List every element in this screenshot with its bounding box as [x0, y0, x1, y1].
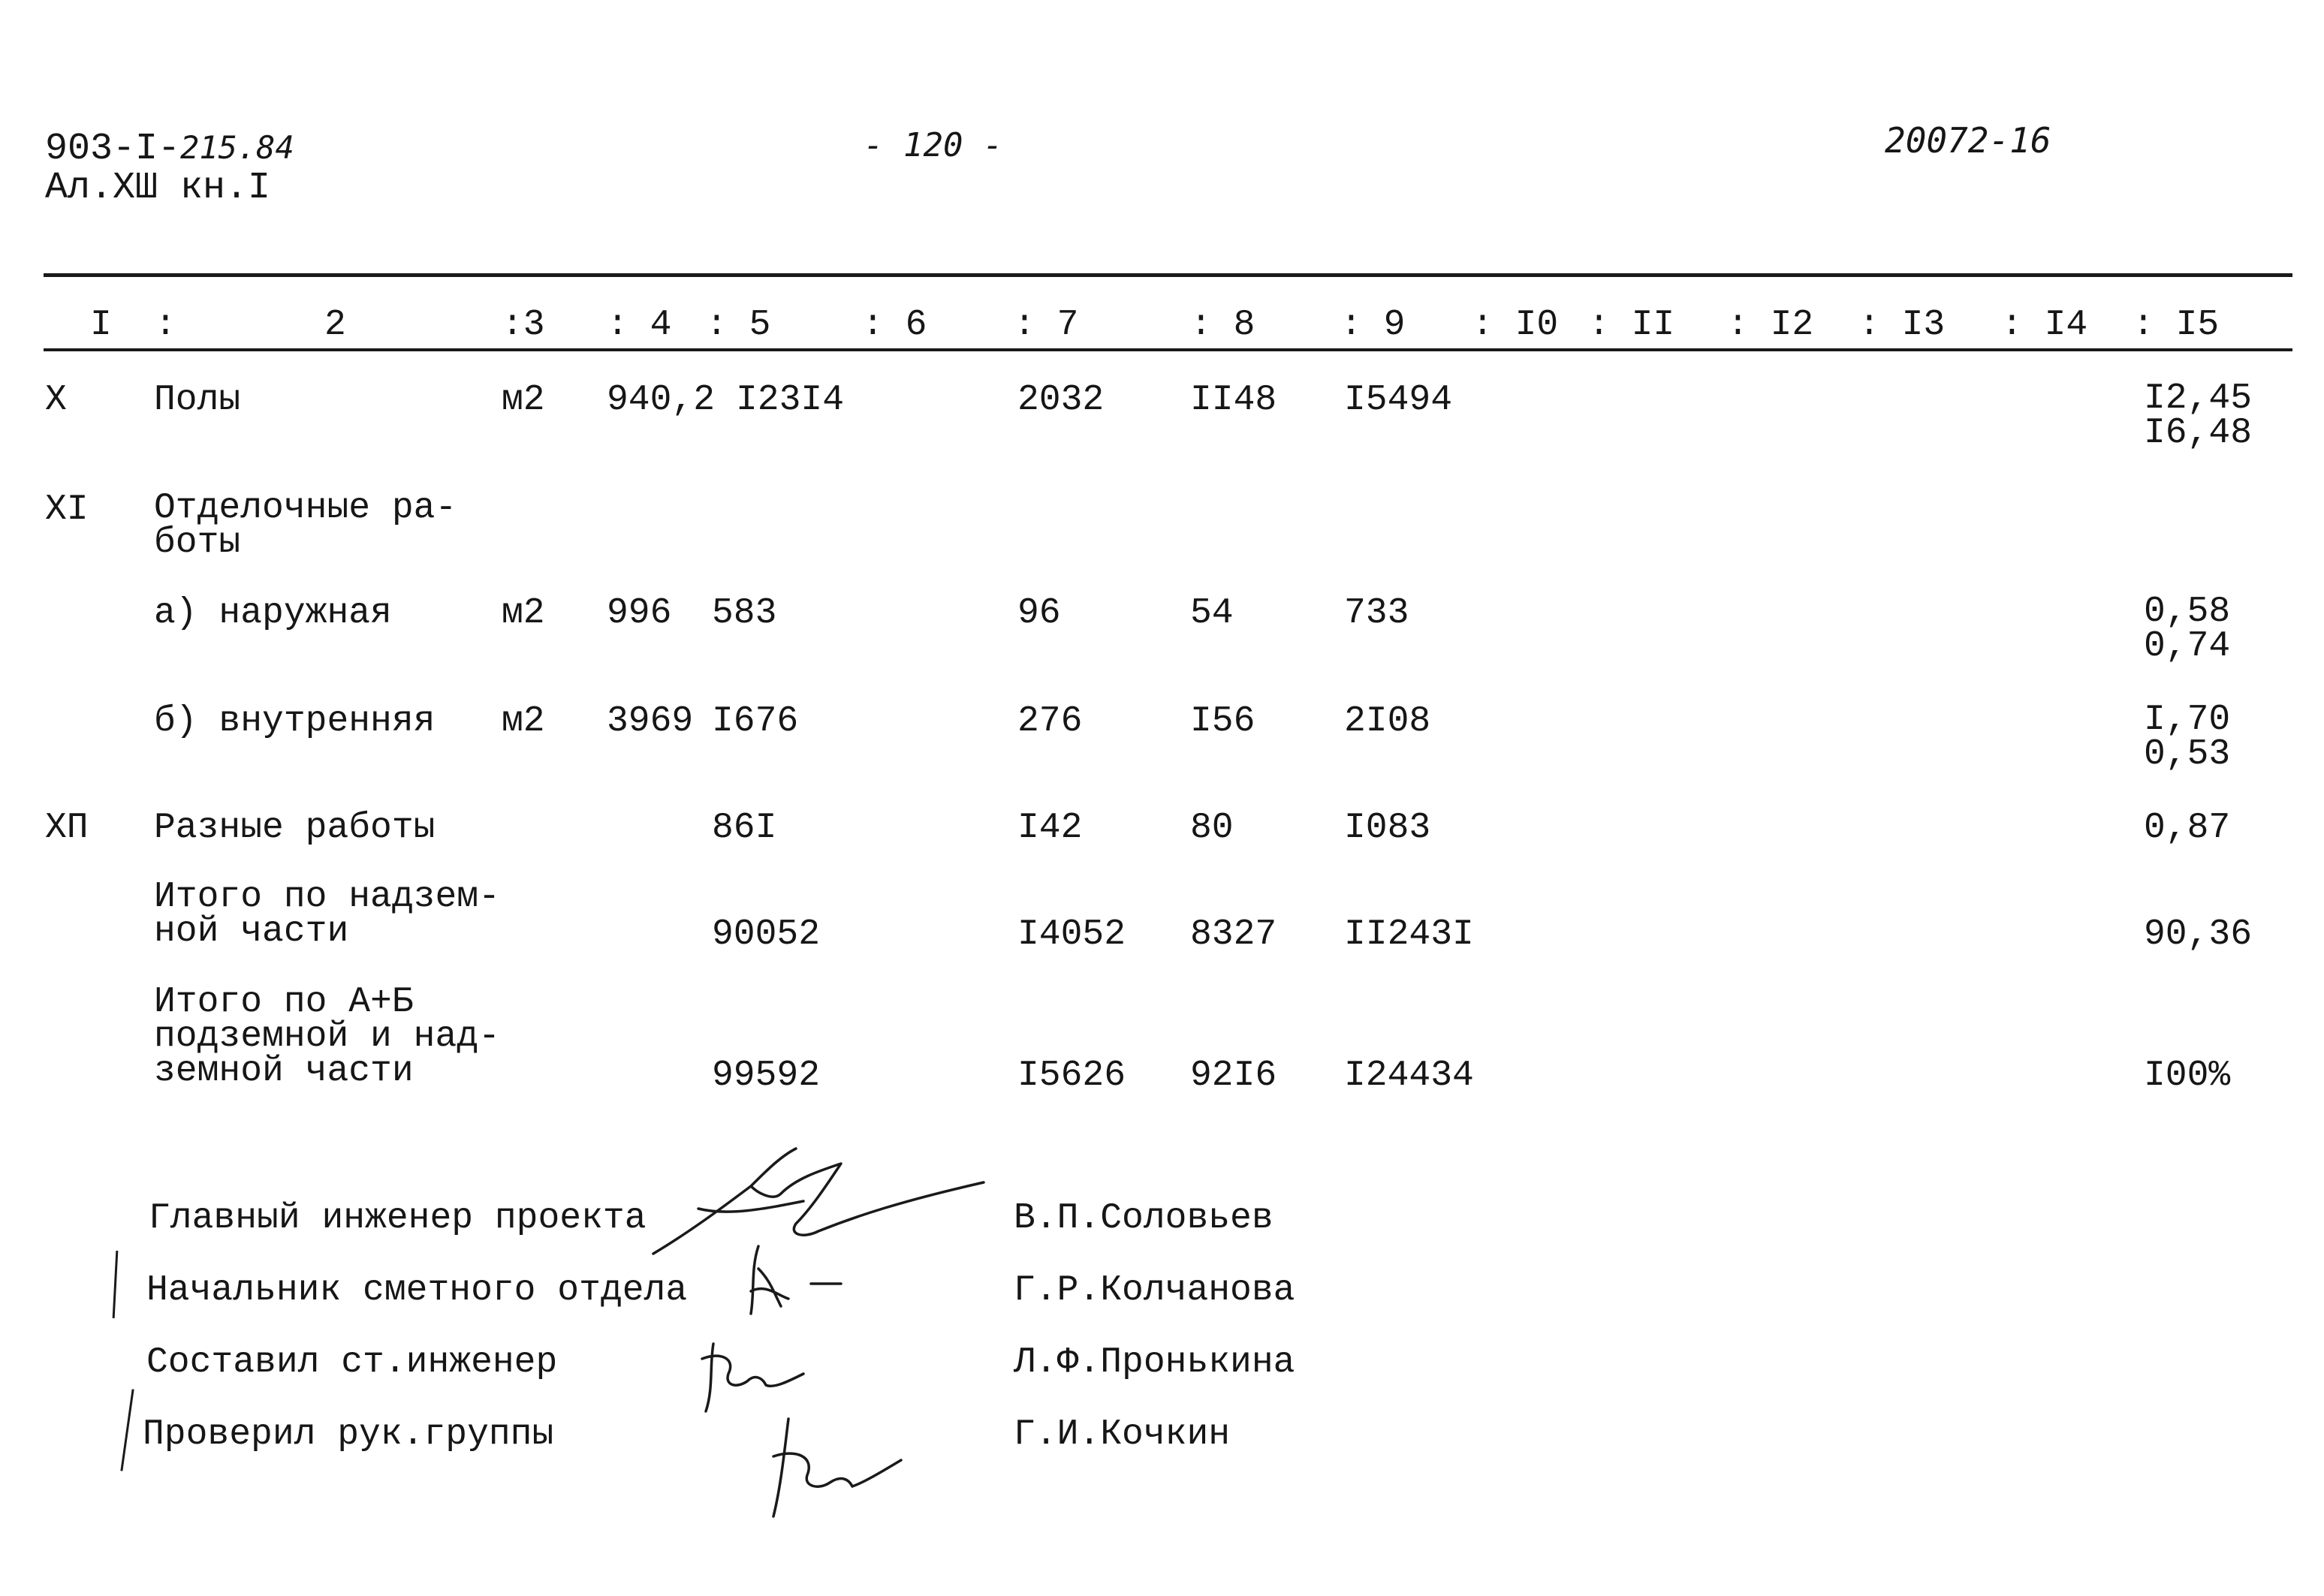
row-name-line: ной части	[154, 911, 349, 952]
cell-col7: I5626	[1017, 1055, 1126, 1096]
signature-name: Г.Р.Колчанова	[1014, 1270, 1295, 1311]
column-header-14: : I4	[2001, 305, 2088, 345]
cell-col7: 276	[1017, 701, 1083, 742]
cell-col9: 733	[1344, 593, 1409, 634]
cell-col8: 92I6	[1190, 1055, 1277, 1096]
cell-col9: I24434	[1344, 1055, 1474, 1096]
row-name: Полы	[154, 380, 241, 420]
handwritten-signature	[691, 1329, 826, 1419]
column-header-9: : 9	[1340, 305, 1406, 345]
row-name: Разные работы	[154, 808, 436, 848]
cell-col7: I42	[1017, 808, 1083, 848]
cell-col8: 80	[1190, 808, 1234, 848]
cell-col7: I4052	[1017, 914, 1126, 955]
cell-col7: 96	[1017, 593, 1061, 634]
cell-col4: 940,2	[607, 380, 716, 420]
row-name-line: Итого по надзем-	[154, 877, 500, 917]
row-name: а) наружная	[154, 593, 392, 634]
row-name-line: земной части	[154, 1051, 414, 1092]
cell-col15-line: 0,58	[2144, 592, 2231, 632]
cell-col9: I5494	[1344, 380, 1453, 420]
column-header-8: : 8	[1190, 305, 1255, 345]
cell-col15	[2144, 378, 2253, 453]
cell-col4: 996	[607, 593, 672, 634]
table-top-rule	[44, 273, 2292, 277]
cell-col5: 90052	[712, 914, 821, 955]
signature-name: Л.Ф.Пронькина	[1014, 1342, 1295, 1383]
signature-name: В.П.Соловьев	[1014, 1198, 1274, 1239]
column-header-6: : 6	[862, 305, 927, 345]
row-name-line: боты	[154, 522, 241, 563]
cell-col15-line: I,70	[2144, 700, 2231, 740]
cell-col5: I23I4	[736, 380, 845, 420]
cell-col8: I56	[1190, 701, 1255, 742]
column-header-10: : I0	[1472, 305, 1559, 345]
cell-col15	[2144, 700, 2231, 775]
signature-role: Составил ст.инженер	[146, 1342, 558, 1383]
column-header-11: : II	[1588, 305, 1675, 345]
column-header-12: : I2	[1727, 305, 1814, 345]
cell-col7: 2032	[1017, 380, 1105, 420]
cell-col5: I676	[712, 701, 799, 742]
cell-col5: 583	[712, 593, 777, 634]
margin-mark	[120, 1389, 134, 1471]
column-header-2: 2	[324, 305, 346, 345]
cell-col15-line: I6,48	[2144, 413, 2253, 453]
handwritten-signature	[758, 1411, 909, 1524]
signature-name: Г.И.Кочкин	[1014, 1414, 1231, 1455]
row-name: б) внутренняя	[154, 701, 436, 742]
document-code-handwritten: 215.84	[180, 129, 294, 166]
cell-col8: II48	[1190, 380, 1277, 420]
cell-col8: 54	[1190, 593, 1234, 634]
row-number: X	[45, 380, 67, 420]
cell-col15: 90,36	[2144, 914, 2253, 955]
row-name-line: Отделочные ра-	[154, 488, 457, 528]
cell-col9: 2I08	[1344, 701, 1431, 742]
margin-mark	[113, 1251, 119, 1318]
column-header-4: : 4	[607, 305, 672, 345]
row-name	[154, 877, 500, 952]
handwritten-signature	[736, 1239, 856, 1321]
cell-col9: I083	[1344, 808, 1431, 848]
album-reference: Ал.XШ кн.I	[45, 167, 271, 209]
column-header-3: :3	[502, 305, 545, 345]
column-header-7: : 7	[1014, 305, 1079, 345]
row-name	[154, 488, 457, 563]
cell-col15	[2144, 592, 2231, 667]
cell-col4: 3969	[607, 701, 694, 742]
row-unit: м2	[502, 701, 545, 742]
document-code	[45, 128, 294, 170]
row-number: XП	[45, 808, 89, 848]
cell-col8: 8327	[1190, 914, 1277, 955]
cell-col5: 86I	[712, 808, 777, 848]
row-name	[154, 982, 500, 1092]
row-name-line: Итого по А+Б	[154, 982, 414, 1022]
signature-role: Главный инженер проекта	[149, 1198, 647, 1239]
row-unit: м2	[502, 593, 545, 634]
cell-col15-line: I2,45	[2144, 378, 2253, 419]
cell-col15: 0,87	[2144, 808, 2231, 848]
cell-col9: II243I	[1344, 914, 1474, 955]
row-number: XI	[45, 489, 89, 530]
page-number: - 120 -	[864, 126, 1003, 164]
stamp-number: 20072-16	[1885, 120, 2051, 161]
cell-col5: 99592	[712, 1055, 821, 1096]
cell-col15: I00%	[2144, 1055, 2231, 1096]
row-name-line: подземной и над-	[154, 1016, 500, 1057]
column-separator: :	[155, 305, 176, 345]
column-header-15: : I5	[2133, 305, 2220, 345]
signature-role: Начальник сметного отдела	[146, 1270, 688, 1311]
row-unit: м2	[502, 380, 545, 420]
cell-col15-line: 0,53	[2144, 734, 2231, 775]
column-header-1: I	[90, 305, 112, 345]
signature-role: Проверил рук.группы	[143, 1414, 554, 1455]
column-header-5: : 5	[706, 305, 771, 345]
column-header-13: : I3	[1858, 305, 1946, 345]
document-code-prefix: 903-I-	[45, 128, 181, 170]
table-header-rule	[44, 348, 2292, 351]
cell-col15-line: 0,74	[2144, 626, 2231, 667]
